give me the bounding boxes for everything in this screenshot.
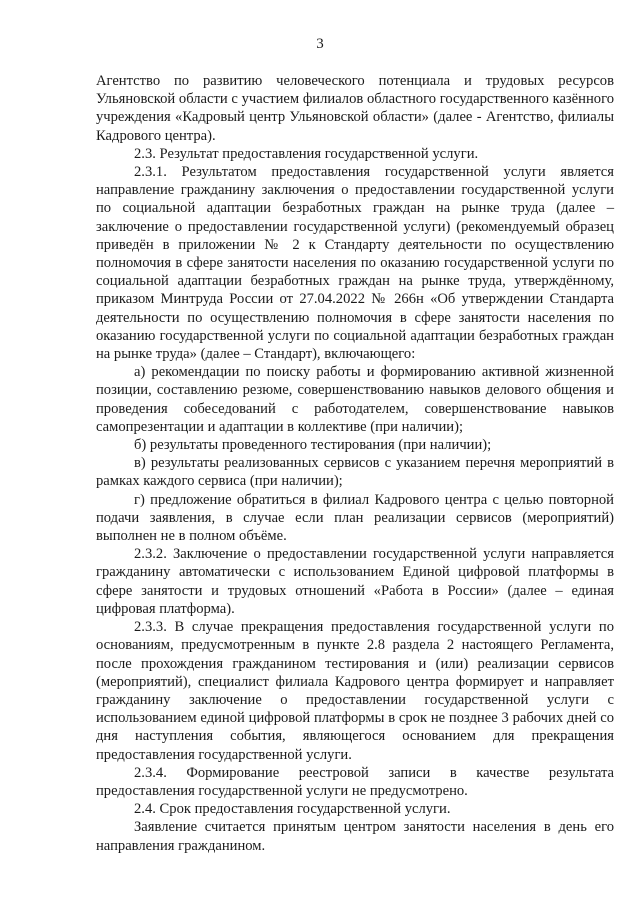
paragraph-agency-continuation: Агентство по развитию человеческого потенциала и трудовых ресурсов Ульяновской области с участием филиалов областного государственного казённого учреждения «Кадровый центр Ульяновской области» (далее - Агентство, филиалы Кадрового центра). [96, 73, 614, 144]
list-item-v: в) результаты реализованных сервисов с указанием перечня мероприятий в рамках каждого сервиса (при наличии); [96, 455, 614, 490]
section-heading-2-4: 2.4. Срок предоставления государственной услуги. [134, 801, 451, 818]
page-number: 3 [316, 36, 324, 52]
list-item-g: г) предложение обратиться в филиал Кадрового центра с целью повторной подачи заявления, в случае если план реализации сервисов (мероприятий) выполнен не в полном объёме. [96, 491, 614, 545]
paragraph-2-3-1: 2.3.1. Результатом предоставления государственной услуги является направление гражданину заключения о предоставлении государственной услуги по социальной адаптации безработных граждан на рынке труда (далее – заключение о предоставлении государственной услуги) (рекомендуемый образец приведён в приложении № 2 к Стандарту деятельности по осуществлению полномочия в сфере занятости населения по оказанию государственной услуги по социальной адаптации безработных граждан на рынке труда, утверждённому, приказом Минтруда России от 27.04.2022 № 266н «Об утверждении Стандарта деятельности по осуществлению полномочия в сфере занятости населения по оказанию государственной услуги по социальной адаптации безработных граждан на рынке труда» (далее – Стандарт), включающего: [96, 164, 614, 363]
paragraph-2-3-4: 2.3.4. Формирование реестровой записи в качестве результата предоставления государственной услуги не предусмотрено. [96, 764, 614, 799]
paragraph-2-3-3: 2.3.3. В случае прекращения предоставления государственной услуги по основаниям, предусмотренным в пункте 2.8 раздела 2 настоящего Регламента, после прохождения гражданином тестирования и (или) реализации сервисов (мероприятий), специалист филиала Кадрового центра формирует и направляет гражданину заключение о предоставлении государственной услуги с использованием единой цифровой платформы в срок не позднее 3 рабочих дней со дня наступления события, являющегося основанием для прекращения предоставления государственной услуги. [96, 619, 614, 763]
section-heading-2-3: 2.3. Результат предоставления государственной услуги. [134, 145, 479, 162]
list-item-a: а) рекомендации по поиску работы и формированию активной жизненной позиции, составлению резюме, совершенствованию навыков делового общения и проведения собеседований с работодателем, совершенствование навыков самопрезентации и адаптации в коллективе (при наличии); [96, 364, 614, 435]
document-body [96, 72, 614, 855]
list-item-b: б) результаты проведенного тестирования (при наличии); [134, 437, 492, 454]
paragraph-application-accepted: Заявление считается принятым центром занятости населения в день его направления гражданином. [96, 819, 614, 854]
paragraph-2-3-2: 2.3.2. Заключение о предоставлении государственной услуги направляется гражданину автоматически с использованием Единой цифровой платформы в сфере занятости и трудовых отношений «Работа в России» (далее – единая цифровая платформа). [96, 546, 614, 617]
